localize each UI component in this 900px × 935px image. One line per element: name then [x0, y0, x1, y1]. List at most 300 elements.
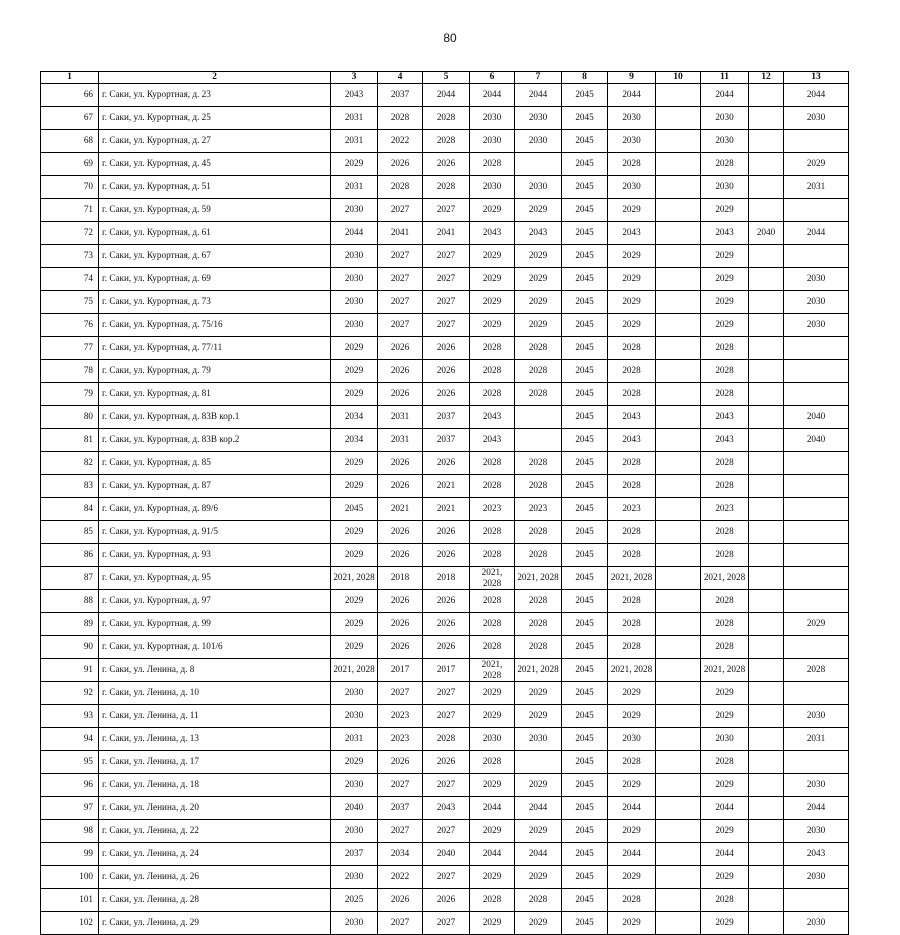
year-cell-col-13 [784, 589, 849, 612]
year-cell-col-13 [784, 566, 849, 589]
row-number-cell: 85 [41, 520, 99, 543]
address-cell: г. Саки, ул. Курортная, д. 25 [99, 106, 331, 129]
year-cell-col-3: 2029 [331, 336, 378, 359]
year-cell-col-12 [749, 313, 784, 336]
row-number-cell: 97 [41, 796, 99, 819]
year-cell-col-4: 2027 [378, 290, 423, 313]
year-cell-col-9: 2028 [608, 520, 656, 543]
year-cell-col-5: 2017 [423, 658, 470, 681]
table-row [41, 152, 849, 175]
year-cell-col-13 [784, 520, 849, 543]
year-cell-col-8: 2045 [562, 612, 608, 635]
year-cell-col-6: 2030 [470, 727, 515, 750]
year-cell-col-7 [515, 428, 562, 451]
year-cell-col-6: 2021, 2028 [470, 658, 515, 681]
year-cell-col-10 [656, 382, 701, 405]
year-cell-col-11: 2028 [701, 451, 749, 474]
year-cell-col-11: 2043 [701, 221, 749, 244]
address-cell: г. Саки, ул. Курортная, д. 91/5 [99, 520, 331, 543]
year-cell-col-13: 2029 [784, 152, 849, 175]
year-cell-col-7: 2029 [515, 681, 562, 704]
year-cell-col-5: 2026 [423, 451, 470, 474]
year-cell-col-8: 2045 [562, 129, 608, 152]
row-number-cell: 73 [41, 244, 99, 267]
row-number-cell: 99 [41, 842, 99, 865]
year-cell-col-10 [656, 336, 701, 359]
year-cell-col-11: 2021, 2028 [701, 566, 749, 589]
year-cell-col-6: 2029 [470, 911, 515, 934]
year-cell-col-13 [784, 750, 849, 773]
table-row [41, 83, 849, 106]
year-cell-col-4: 2026 [378, 635, 423, 658]
year-cell-col-10 [656, 152, 701, 175]
year-cell-col-3: 2030 [331, 911, 378, 934]
year-cell-col-12 [749, 681, 784, 704]
year-cell-col-6: 2028 [470, 382, 515, 405]
column-header-12: 12 [749, 72, 784, 84]
year-cell-col-8: 2045 [562, 221, 608, 244]
year-cell-col-5: 2026 [423, 543, 470, 566]
year-cell-col-10 [656, 313, 701, 336]
column-header-13: 13 [784, 72, 849, 84]
row-number-cell: 98 [41, 819, 99, 842]
year-cell-col-3: 2043 [331, 83, 378, 106]
year-cell-col-8: 2045 [562, 313, 608, 336]
year-cell-col-7: 2029 [515, 267, 562, 290]
address-cell: г. Саки, ул. Ленина, д. 17 [99, 750, 331, 773]
year-cell-col-9: 2029 [608, 198, 656, 221]
table-row [41, 520, 849, 543]
table-row [41, 589, 849, 612]
table-row [41, 658, 849, 681]
year-cell-col-3: 2030 [331, 773, 378, 796]
year-cell-col-10 [656, 474, 701, 497]
year-cell-col-12 [749, 566, 784, 589]
year-cell-col-3: 2025 [331, 888, 378, 911]
year-cell-col-5: 2027 [423, 267, 470, 290]
year-cell-col-5: 2026 [423, 750, 470, 773]
year-cell-col-10 [656, 704, 701, 727]
year-cell-col-3: 2029 [331, 750, 378, 773]
year-cell-col-11: 2029 [701, 773, 749, 796]
year-cell-col-9: 2028 [608, 336, 656, 359]
year-cell-col-9: 2044 [608, 796, 656, 819]
year-cell-col-7: 2021, 2028 [515, 566, 562, 589]
year-cell-col-9: 2028 [608, 612, 656, 635]
year-cell-col-5: 2027 [423, 313, 470, 336]
row-number-cell: 100 [41, 865, 99, 888]
year-cell-col-3: 2030 [331, 244, 378, 267]
year-cell-col-4: 2027 [378, 819, 423, 842]
row-number-cell: 80 [41, 405, 99, 428]
address-cell: г. Саки, ул. Курортная, д. 85 [99, 451, 331, 474]
year-cell-col-12 [749, 635, 784, 658]
year-cell-col-4: 2026 [378, 382, 423, 405]
year-cell-col-9: 2030 [608, 175, 656, 198]
year-cell-col-4: 2026 [378, 359, 423, 382]
row-number-cell: 78 [41, 359, 99, 382]
year-cell-col-12 [749, 865, 784, 888]
year-cell-col-5: 2043 [423, 796, 470, 819]
year-cell-col-3: 2029 [331, 635, 378, 658]
year-cell-col-10 [656, 106, 701, 129]
column-header-6: 6 [470, 72, 515, 84]
column-header-10: 10 [656, 72, 701, 84]
year-cell-col-11: 2044 [701, 842, 749, 865]
table-row [41, 704, 849, 727]
year-cell-col-7 [515, 750, 562, 773]
year-cell-col-10 [656, 405, 701, 428]
year-cell-col-5: 2027 [423, 290, 470, 313]
year-cell-col-12 [749, 428, 784, 451]
year-cell-col-10 [656, 175, 701, 198]
address-cell: г. Саки, ул. Курортная, д. 45 [99, 152, 331, 175]
address-cell: г. Саки, ул. Ленина, д. 10 [99, 681, 331, 704]
year-cell-col-9: 2023 [608, 497, 656, 520]
year-cell-col-4: 2026 [378, 474, 423, 497]
row-number-cell: 67 [41, 106, 99, 129]
year-cell-col-8: 2045 [562, 428, 608, 451]
year-cell-col-11: 2028 [701, 589, 749, 612]
year-cell-col-7: 2028 [515, 474, 562, 497]
year-cell-col-10 [656, 244, 701, 267]
year-cell-col-4: 2022 [378, 865, 423, 888]
row-number-cell: 102 [41, 911, 99, 934]
year-cell-col-4: 2027 [378, 198, 423, 221]
year-cell-col-6: 2044 [470, 83, 515, 106]
year-cell-col-7: 2028 [515, 888, 562, 911]
year-cell-col-13 [784, 198, 849, 221]
year-cell-col-5: 2037 [423, 405, 470, 428]
year-cell-col-8: 2045 [562, 865, 608, 888]
year-cell-col-11: 2043 [701, 428, 749, 451]
year-cell-col-8: 2045 [562, 773, 608, 796]
year-cell-col-9: 2028 [608, 589, 656, 612]
row-number-cell: 75 [41, 290, 99, 313]
year-cell-col-13: 2030 [784, 313, 849, 336]
address-cell: г. Саки, ул. Ленина, д. 28 [99, 888, 331, 911]
year-cell-col-13 [784, 635, 849, 658]
table-row [41, 313, 849, 336]
year-cell-col-13: 2030 [784, 704, 849, 727]
year-cell-col-12 [749, 474, 784, 497]
year-cell-col-8: 2045 [562, 152, 608, 175]
year-cell-col-8: 2045 [562, 497, 608, 520]
year-cell-col-13 [784, 382, 849, 405]
year-cell-col-12 [749, 359, 784, 382]
year-cell-col-8: 2045 [562, 589, 608, 612]
address-cell: г. Саки, ул. Курортная, д. 89/6 [99, 497, 331, 520]
address-cell: г. Саки, ул. Курортная, д. 93 [99, 543, 331, 566]
year-cell-col-12 [749, 244, 784, 267]
table-row [41, 635, 849, 658]
address-cell: г. Саки, ул. Ленина, д. 26 [99, 865, 331, 888]
year-cell-col-6: 2029 [470, 290, 515, 313]
year-cell-col-7: 2023 [515, 497, 562, 520]
table-body [41, 83, 849, 934]
address-cell: г. Саки, ул. Курортная, д. 95 [99, 566, 331, 589]
year-cell-col-6: 2029 [470, 244, 515, 267]
year-cell-col-6: 2028 [470, 543, 515, 566]
year-cell-col-5: 2026 [423, 589, 470, 612]
year-cell-col-13: 2030 [784, 267, 849, 290]
year-cell-col-3: 2030 [331, 267, 378, 290]
year-cell-col-4: 2028 [378, 106, 423, 129]
year-cell-col-12 [749, 658, 784, 681]
year-cell-col-9: 2043 [608, 428, 656, 451]
address-cell: г. Саки, ул. Курортная, д. 69 [99, 267, 331, 290]
year-cell-col-12 [749, 175, 784, 198]
row-number-cell: 79 [41, 382, 99, 405]
year-cell-col-7: 2028 [515, 359, 562, 382]
year-cell-col-3: 2029 [331, 589, 378, 612]
year-cell-col-8: 2045 [562, 382, 608, 405]
year-cell-col-13: 2030 [784, 865, 849, 888]
year-cell-col-4: 2037 [378, 796, 423, 819]
year-cell-col-4: 2041 [378, 221, 423, 244]
year-cell-col-3: 2029 [331, 382, 378, 405]
year-cell-col-11: 2029 [701, 267, 749, 290]
year-cell-col-7: 2043 [515, 221, 562, 244]
year-cell-col-7: 2029 [515, 911, 562, 934]
year-cell-col-8: 2045 [562, 474, 608, 497]
row-number-cell: 82 [41, 451, 99, 474]
year-cell-col-9: 2028 [608, 451, 656, 474]
year-cell-col-11: 2044 [701, 83, 749, 106]
year-cell-col-4: 2037 [378, 83, 423, 106]
year-cell-col-13: 2028 [784, 658, 849, 681]
year-cell-col-6: 2028 [470, 635, 515, 658]
year-cell-col-4: 2028 [378, 175, 423, 198]
table-row [41, 566, 849, 589]
year-cell-col-13: 2030 [784, 819, 849, 842]
year-cell-col-3: 2029 [331, 152, 378, 175]
table-row [41, 221, 849, 244]
table-row [41, 543, 849, 566]
year-cell-col-5: 2027 [423, 681, 470, 704]
year-cell-col-8: 2045 [562, 727, 608, 750]
year-cell-col-11: 2028 [701, 888, 749, 911]
year-cell-col-11: 2029 [701, 244, 749, 267]
year-cell-col-3: 2034 [331, 405, 378, 428]
column-header-3: 3 [331, 72, 378, 84]
year-cell-col-9: 2030 [608, 727, 656, 750]
year-cell-col-4: 2034 [378, 842, 423, 865]
year-cell-col-8: 2045 [562, 750, 608, 773]
year-cell-col-12 [749, 336, 784, 359]
year-cell-col-9: 2028 [608, 750, 656, 773]
year-cell-col-9: 2043 [608, 221, 656, 244]
year-cell-col-13: 2031 [784, 175, 849, 198]
year-cell-col-7: 2029 [515, 313, 562, 336]
year-cell-col-10 [656, 796, 701, 819]
year-cell-col-10 [656, 612, 701, 635]
year-cell-col-6: 2029 [470, 819, 515, 842]
year-cell-col-10 [656, 865, 701, 888]
year-cell-col-3: 2045 [331, 497, 378, 520]
address-cell: г. Саки, ул. Ленина, д. 29 [99, 911, 331, 934]
year-cell-col-13: 2030 [784, 773, 849, 796]
table-row [41, 750, 849, 773]
year-cell-col-3: 2030 [331, 313, 378, 336]
year-cell-col-4: 2026 [378, 888, 423, 911]
table-row [41, 865, 849, 888]
year-cell-col-7: 2028 [515, 336, 562, 359]
table-row [41, 267, 849, 290]
year-cell-col-13 [784, 497, 849, 520]
address-cell: г. Саки, ул. Ленина, д. 13 [99, 727, 331, 750]
year-cell-col-9: 2029 [608, 313, 656, 336]
year-cell-col-11: 2029 [701, 704, 749, 727]
year-cell-col-12: 2040 [749, 221, 784, 244]
year-cell-col-3: 2029 [331, 359, 378, 382]
year-cell-col-9: 2028 [608, 635, 656, 658]
year-cell-col-13 [784, 474, 849, 497]
table-row [41, 819, 849, 842]
year-cell-col-9: 2021, 2028 [608, 658, 656, 681]
year-cell-col-5: 2026 [423, 520, 470, 543]
year-cell-col-4: 2027 [378, 267, 423, 290]
year-cell-col-8: 2045 [562, 359, 608, 382]
year-cell-col-10 [656, 221, 701, 244]
year-cell-col-6: 2028 [470, 451, 515, 474]
address-cell: г. Саки, ул. Ленина, д. 18 [99, 773, 331, 796]
year-cell-col-10 [656, 750, 701, 773]
row-number-cell: 84 [41, 497, 99, 520]
year-cell-col-6: 2029 [470, 681, 515, 704]
year-cell-col-6: 2029 [470, 865, 515, 888]
year-cell-col-4: 2027 [378, 244, 423, 267]
year-cell-col-8: 2045 [562, 888, 608, 911]
year-cell-col-4: 2026 [378, 451, 423, 474]
year-cell-col-3: 2030 [331, 198, 378, 221]
address-cell: г. Саки, ул. Курортная, д. 87 [99, 474, 331, 497]
year-cell-col-12 [749, 819, 784, 842]
year-cell-col-5: 2028 [423, 129, 470, 152]
year-cell-col-12 [749, 106, 784, 129]
year-cell-col-12 [749, 451, 784, 474]
address-cell: г. Саки, ул. Ленина, д. 20 [99, 796, 331, 819]
repair-schedule-table [40, 71, 849, 935]
year-cell-col-5: 2026 [423, 635, 470, 658]
year-cell-col-11: 2030 [701, 175, 749, 198]
year-cell-col-13: 2030 [784, 911, 849, 934]
year-cell-col-3: 2030 [331, 865, 378, 888]
row-number-cell: 76 [41, 313, 99, 336]
year-cell-col-8: 2045 [562, 451, 608, 474]
year-cell-col-11: 2028 [701, 359, 749, 382]
year-cell-col-11: 2030 [701, 106, 749, 129]
year-cell-col-5: 2028 [423, 106, 470, 129]
year-cell-col-5: 2044 [423, 83, 470, 106]
year-cell-col-11: 2023 [701, 497, 749, 520]
year-cell-col-4: 2023 [378, 704, 423, 727]
year-cell-col-3: 2040 [331, 796, 378, 819]
page-number: 80 [443, 31, 457, 45]
year-cell-col-13: 2044 [784, 796, 849, 819]
year-cell-col-8: 2045 [562, 520, 608, 543]
year-cell-col-9: 2043 [608, 405, 656, 428]
table-row [41, 129, 849, 152]
table-row [41, 451, 849, 474]
year-cell-col-8: 2045 [562, 658, 608, 681]
year-cell-col-7: 2028 [515, 382, 562, 405]
year-cell-col-11: 2028 [701, 152, 749, 175]
column-header-5: 5 [423, 72, 470, 84]
year-cell-col-10 [656, 129, 701, 152]
year-cell-col-4: 2026 [378, 750, 423, 773]
address-cell: г. Саки, ул. Курортная, д. 59 [99, 198, 331, 221]
year-cell-col-10 [656, 911, 701, 934]
year-cell-col-4: 2026 [378, 336, 423, 359]
address-cell: г. Саки, ул. Ленина, д. 11 [99, 704, 331, 727]
year-cell-col-12 [749, 911, 784, 934]
year-cell-col-8: 2045 [562, 244, 608, 267]
year-cell-col-9: 2044 [608, 842, 656, 865]
year-cell-col-6: 2030 [470, 175, 515, 198]
year-cell-col-4: 2031 [378, 428, 423, 451]
year-cell-col-6: 2021, 2028 [470, 566, 515, 589]
year-cell-col-7: 2029 [515, 819, 562, 842]
year-cell-col-6: 2028 [470, 359, 515, 382]
year-cell-col-3: 2030 [331, 819, 378, 842]
year-cell-col-13 [784, 336, 849, 359]
year-cell-col-10 [656, 842, 701, 865]
address-cell: г. Саки, ул. Курортная, д. 27 [99, 129, 331, 152]
year-cell-col-7: 2044 [515, 796, 562, 819]
year-cell-col-6: 2029 [470, 198, 515, 221]
year-cell-col-6: 2030 [470, 106, 515, 129]
year-cell-col-11: 2044 [701, 796, 749, 819]
year-cell-col-7: 2030 [515, 727, 562, 750]
year-cell-col-10 [656, 819, 701, 842]
year-cell-col-7: 2029 [515, 704, 562, 727]
year-cell-col-13: 2044 [784, 221, 849, 244]
row-number-cell: 101 [41, 888, 99, 911]
table-row [41, 244, 849, 267]
table-row [41, 106, 849, 129]
row-number-cell: 96 [41, 773, 99, 796]
year-cell-col-12 [749, 152, 784, 175]
year-cell-col-5: 2027 [423, 911, 470, 934]
year-cell-col-12 [749, 497, 784, 520]
year-cell-col-11: 2028 [701, 750, 749, 773]
row-number-cell: 94 [41, 727, 99, 750]
row-number-cell: 71 [41, 198, 99, 221]
year-cell-col-13 [784, 129, 849, 152]
year-cell-col-5: 2026 [423, 612, 470, 635]
year-cell-col-11: 2021, 2028 [701, 658, 749, 681]
address-cell: г. Саки, ул. Ленина, д. 8 [99, 658, 331, 681]
year-cell-col-11: 2028 [701, 382, 749, 405]
column-header-7: 7 [515, 72, 562, 84]
year-cell-col-11: 2028 [701, 474, 749, 497]
table-row [41, 198, 849, 221]
year-cell-col-9: 2029 [608, 911, 656, 934]
year-cell-col-9: 2028 [608, 382, 656, 405]
column-header-8: 8 [562, 72, 608, 84]
year-cell-col-5: 2028 [423, 727, 470, 750]
address-cell: г. Саки, ул. Курортная, д. 97 [99, 589, 331, 612]
table-row [41, 428, 849, 451]
year-cell-col-11: 2028 [701, 543, 749, 566]
year-cell-col-7: 2029 [515, 198, 562, 221]
year-cell-col-11: 2030 [701, 129, 749, 152]
address-cell: г. Саки, ул. Курортная, д. 77/11 [99, 336, 331, 359]
year-cell-col-7: 2044 [515, 83, 562, 106]
year-cell-col-4: 2022 [378, 129, 423, 152]
year-cell-col-13 [784, 681, 849, 704]
